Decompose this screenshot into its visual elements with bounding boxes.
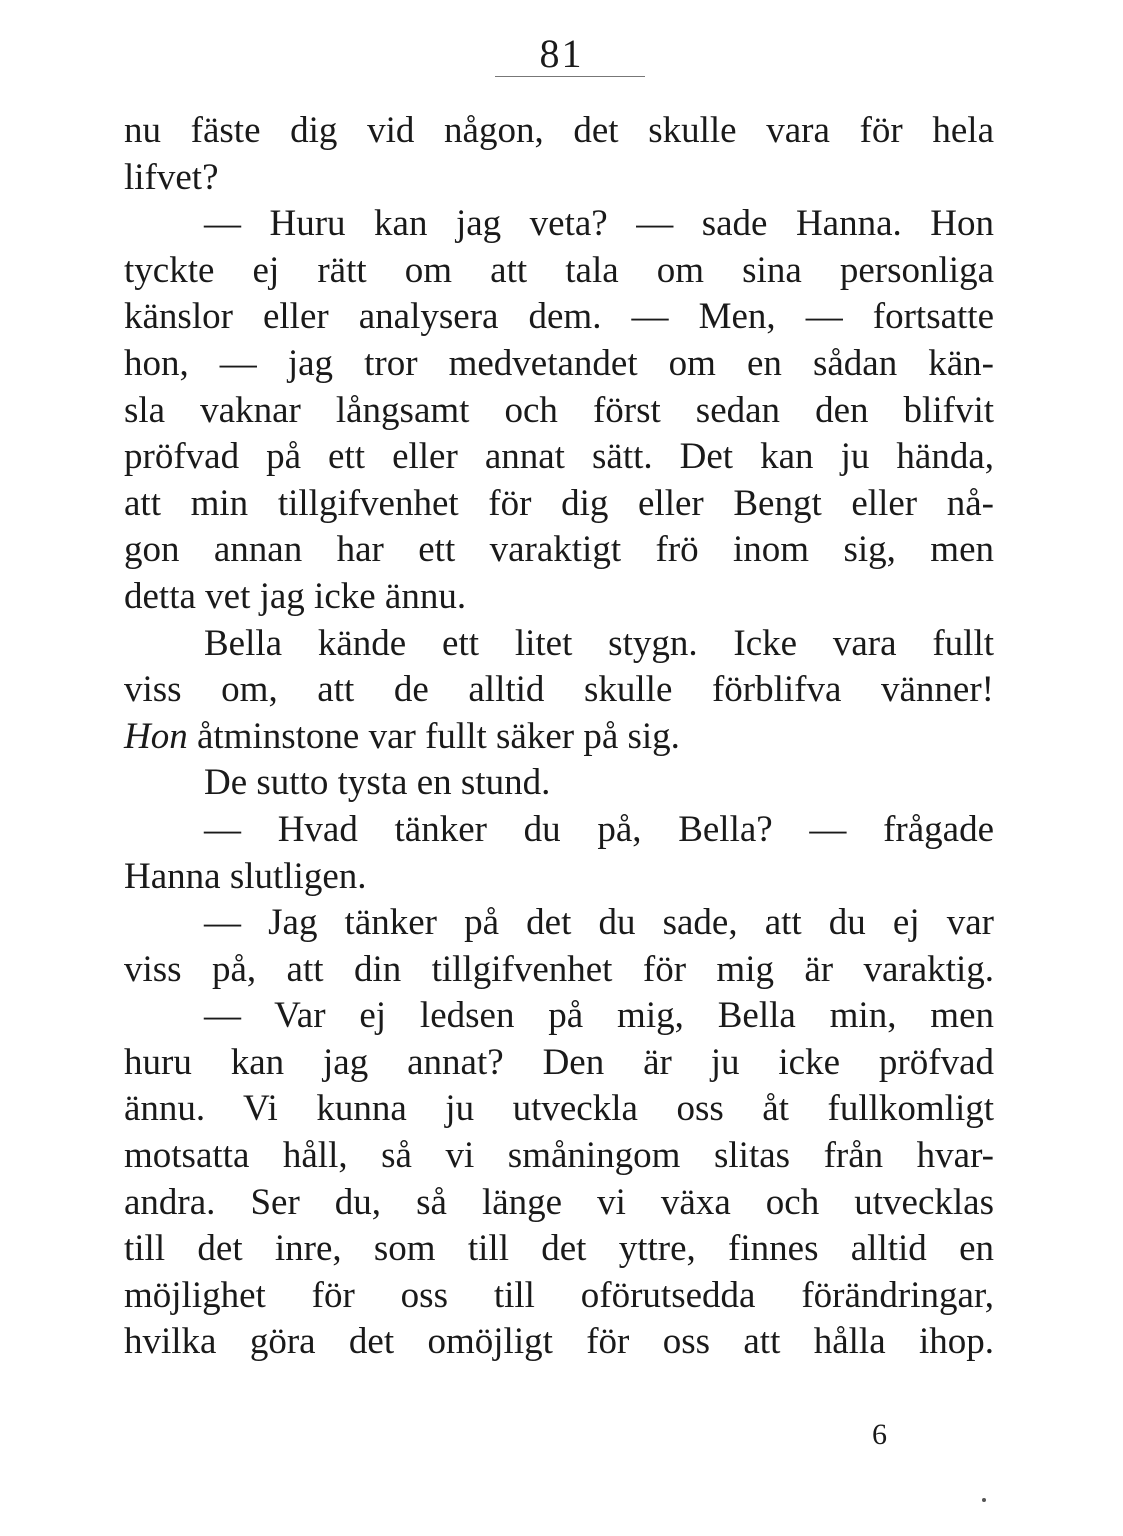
italic-word: Hon xyxy=(124,715,188,757)
text-line: motsatta håll, så vi småningom slitas från hvar- xyxy=(124,1135,994,1177)
text-line: Hanna slutligen. xyxy=(124,855,367,897)
text-line: att min tillgifvenhet för dig eller Bengt eller nå- xyxy=(124,482,994,524)
text-line: pröfvad på ett eller annat sätt. Det kan ju hända, xyxy=(124,436,994,478)
text-line: huru kan jag annat? Den är ju icke pröfvad xyxy=(124,1041,994,1083)
speck xyxy=(982,1498,986,1502)
text-line: viss på, att din tillgifvenhet för mig är varaktig. xyxy=(124,948,994,990)
text-line: möjlighet för oss till oförutsedda förändringar, xyxy=(124,1274,994,1316)
text-line: De sutto tysta en stund. xyxy=(204,762,551,804)
signature-mark: 6 xyxy=(872,1418,887,1451)
text-line: — Hvad tänker du på, Bella? — frågade xyxy=(204,808,994,850)
text-line: — Huru kan jag veta? — sade Hanna. Hon xyxy=(204,203,994,245)
text-line: viss om, att de alltid skulle förblifva vänner! xyxy=(124,669,994,711)
text-line: gon annan har ett varaktigt frö inom sig, men xyxy=(124,529,994,571)
text-line: Bella kände ett litet stygn. Icke vara fullt xyxy=(204,622,994,664)
page-number: 81 xyxy=(539,31,584,76)
text-line: andra. Ser du, så länge vi växa och utvecklas xyxy=(124,1181,994,1223)
text-line: nu fäste dig vid någon, det skulle vara för hela xyxy=(124,110,994,151)
text-line xyxy=(124,714,994,761)
text-line: till det inre, som till det yttre, finnes alltid en xyxy=(124,1228,994,1270)
text-line: ännu. Vi kunna ju utveckla oss åt fullkomligt xyxy=(124,1088,994,1130)
text-line: hon, — jag tror medvetandet om en sådan kän- xyxy=(124,342,994,384)
body-text xyxy=(124,108,994,1366)
text-line: känslor eller analysera dem. — Men, — fortsatte xyxy=(124,296,994,338)
text-line: tyckte ej rätt om att tala om sina personliga xyxy=(124,249,994,291)
text-line: — Jag tänker på det du sade, att du ej var xyxy=(204,902,994,944)
text-fragment: åtminstone var fullt säker på sig. xyxy=(196,715,680,757)
text-line: detta vet jag icke ännu. xyxy=(124,575,467,617)
text-line: sla vaknar långsamt och först sedan den blifvit xyxy=(124,389,994,431)
text-line: — Var ej ledsen på mig, Bella min, men xyxy=(204,995,994,1037)
header-rule xyxy=(495,76,645,77)
text-line: hvilka göra det omöjligt för oss att hålla ihop. xyxy=(124,1321,994,1363)
text-line: lifvet? xyxy=(124,156,219,198)
